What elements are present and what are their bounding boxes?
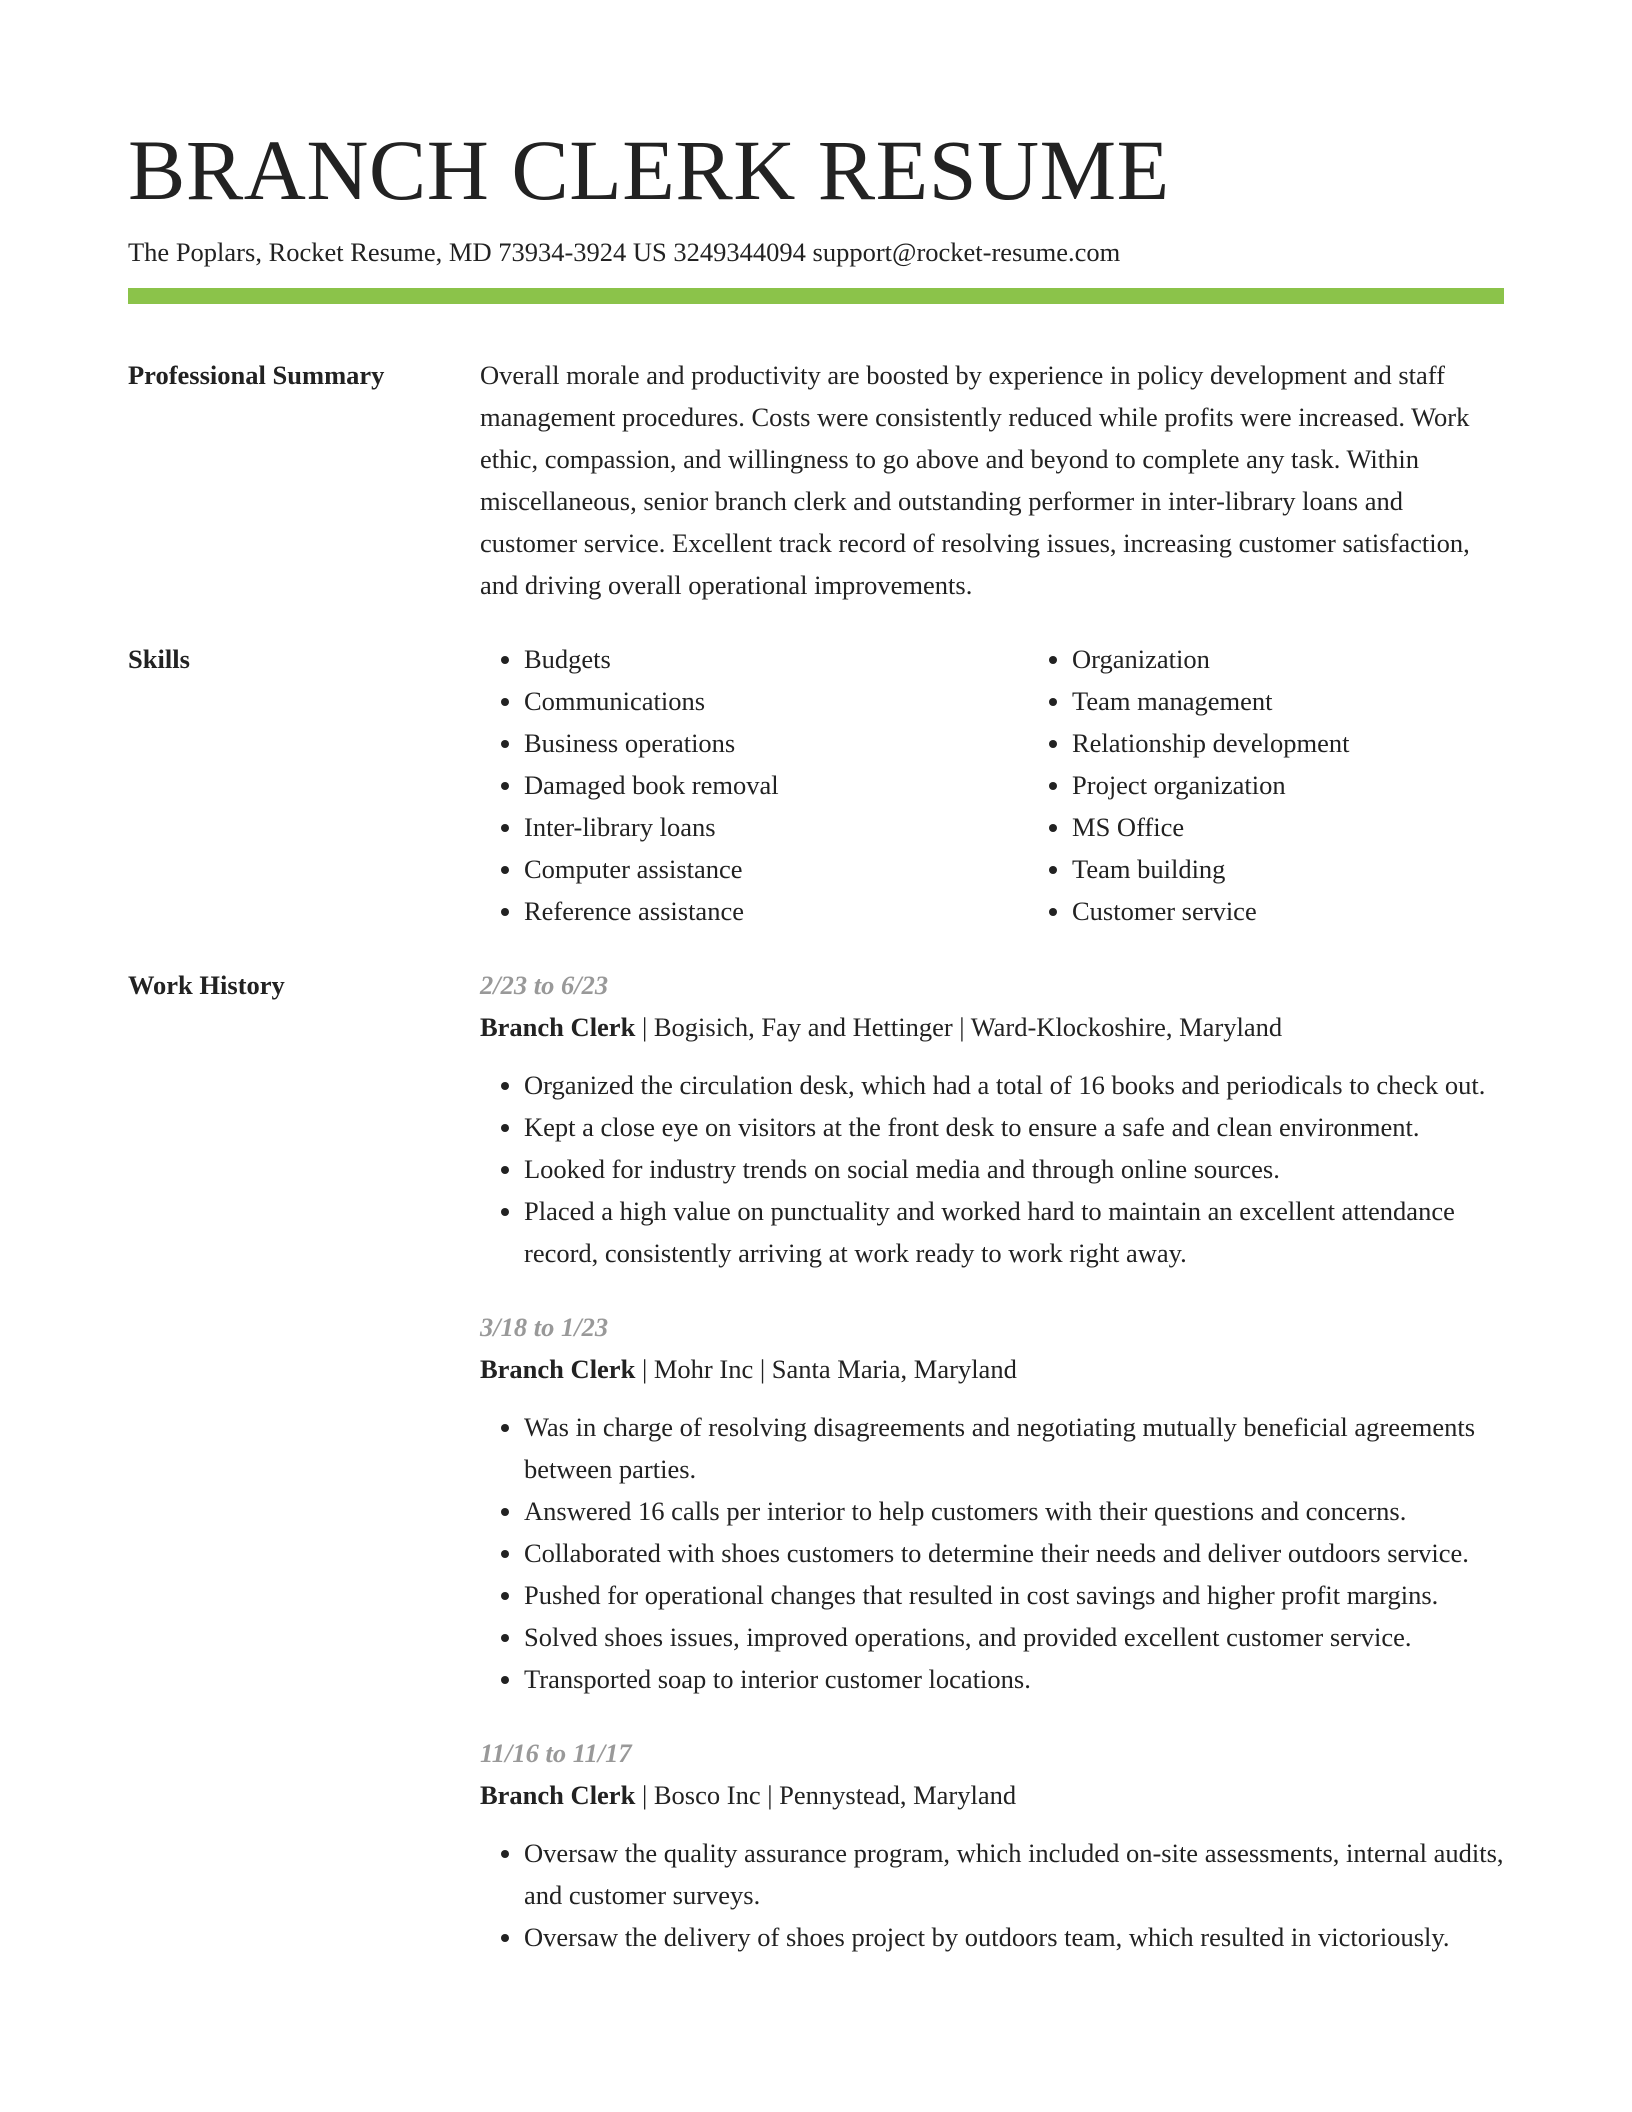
skill-item: • Relationship development [1072, 722, 1576, 764]
job-dates: 11/16 to 11/17 [480, 1738, 632, 1768]
job-bullet: • Kept a close eye on visitors at the front desk to ensure a safe and clean environment. [524, 1106, 1504, 1148]
job-role: Branch Clerk [480, 1354, 636, 1384]
skill-item: • Team building [1072, 848, 1576, 890]
resume-page [128, 0, 1504, 1990]
job-bullet: • Organized the circulation desk, which had a total of 16 books and periodicals to check out. [524, 1064, 1504, 1106]
skills-section [128, 638, 1504, 932]
section-label-summary: Professional Summary [128, 360, 385, 390]
resume-title: BRANCH CLERK RESUME [128, 122, 1170, 218]
contact-info: The Poplars, Rocket Resume, MD 73934-3924 US 3249344094 support@rocket-resume.com [128, 237, 1121, 267]
job-bullet: • Oversaw the delivery of shoes project by outdoors team, which resulted in victoriously. [524, 1916, 1504, 1958]
section-label-skills: Skills [128, 644, 190, 674]
job-bullet: • Was in charge of resolving disagreements and negotiating mutually beneficial agreements between parties. [524, 1406, 1504, 1490]
summary-text: Overall morale and productivity are boosted by experience in policy development and staff management procedures. Costs were consistently reduced while profits were increased. Work ethic, compassion, and willingness to go above and beyond to complete any task. Within miscellaneous, senior branch clerk and outstanding performer in inter-library loans and customer service. Excellent track record of resolving issues, increasing customer satisfaction, and driving overall operational improvements. [480, 360, 1470, 600]
accent-divider [128, 288, 1504, 304]
job-entry [480, 1306, 1504, 1700]
job-entry [480, 1732, 1504, 1958]
job-bullet: • Oversaw the quality assurance program, which included on-site assessments, internal audits, and customer surveys. [524, 1832, 1504, 1916]
skill-item: • Damaged book removal [524, 764, 1028, 806]
skill-item: • Communications [524, 680, 1028, 722]
job-role: Branch Clerk [480, 1012, 636, 1042]
skill-item: • Computer assistance [524, 848, 1028, 890]
skills-body [480, 638, 1576, 932]
job-role: Branch Clerk [480, 1780, 636, 1810]
job-bullet: • Placed a high value on punctuality and worked hard to maintain an excellent attendance record, consistently arriving at work ready to work right away. [524, 1190, 1504, 1274]
work-history-body [480, 964, 1504, 1990]
work-history-section [128, 964, 1504, 1990]
skill-item: • Customer service [1072, 890, 1576, 932]
job-heading [480, 1006, 1504, 1048]
skills-list-left [480, 638, 1028, 932]
skill-item: • Business operations [524, 722, 1028, 764]
section-label-work-history: Work History [128, 970, 285, 1000]
job-bullets [480, 1064, 1504, 1274]
skill-item: • Team management [1072, 680, 1576, 722]
job-bullets [480, 1406, 1504, 1700]
job-bullets [480, 1832, 1504, 1958]
job-bullet: • Answered 16 calls per interior to help customers with their questions and concerns. [524, 1490, 1504, 1532]
job-company-location: | Mohr Inc | Santa Maria, Maryland [635, 1354, 1017, 1384]
job-entry [480, 964, 1504, 1274]
professional-summary-section [128, 354, 1504, 606]
skill-item: • Project organization [1072, 764, 1576, 806]
job-bullet: • Looked for industry trends on social media and through online sources. [524, 1148, 1504, 1190]
job-company-location: | Bosco Inc | Pennystead, Maryland [635, 1780, 1017, 1810]
job-bullet: • Solved shoes issues, improved operations, and provided excellent customer service. [524, 1616, 1504, 1658]
skill-item: • Budgets [524, 638, 1028, 680]
job-dates: 3/18 to 1/23 [480, 1312, 609, 1342]
skills-list-right [1028, 638, 1576, 932]
summary-body [480, 354, 1504, 606]
skill-item: • Inter-library loans [524, 806, 1028, 848]
job-dates: 2/23 to 6/23 [480, 970, 609, 1000]
job-heading [480, 1348, 1504, 1390]
job-bullet: • Pushed for operational changes that resulted in cost savings and higher profit margins. [524, 1574, 1504, 1616]
skill-item: • Organization [1072, 638, 1576, 680]
skills-columns [480, 638, 1576, 932]
skill-item: • MS Office [1072, 806, 1576, 848]
job-company-location: | Bogisich, Fay and Hettinger | Ward-Klockoshire, Maryland [635, 1012, 1283, 1042]
job-bullet: • Collaborated with shoes customers to determine their needs and deliver outdoors service. [524, 1532, 1504, 1574]
skill-item: • Reference assistance [524, 890, 1028, 932]
job-heading [480, 1774, 1504, 1816]
job-bullet: • Transported soap to interior customer locations. [524, 1658, 1504, 1700]
